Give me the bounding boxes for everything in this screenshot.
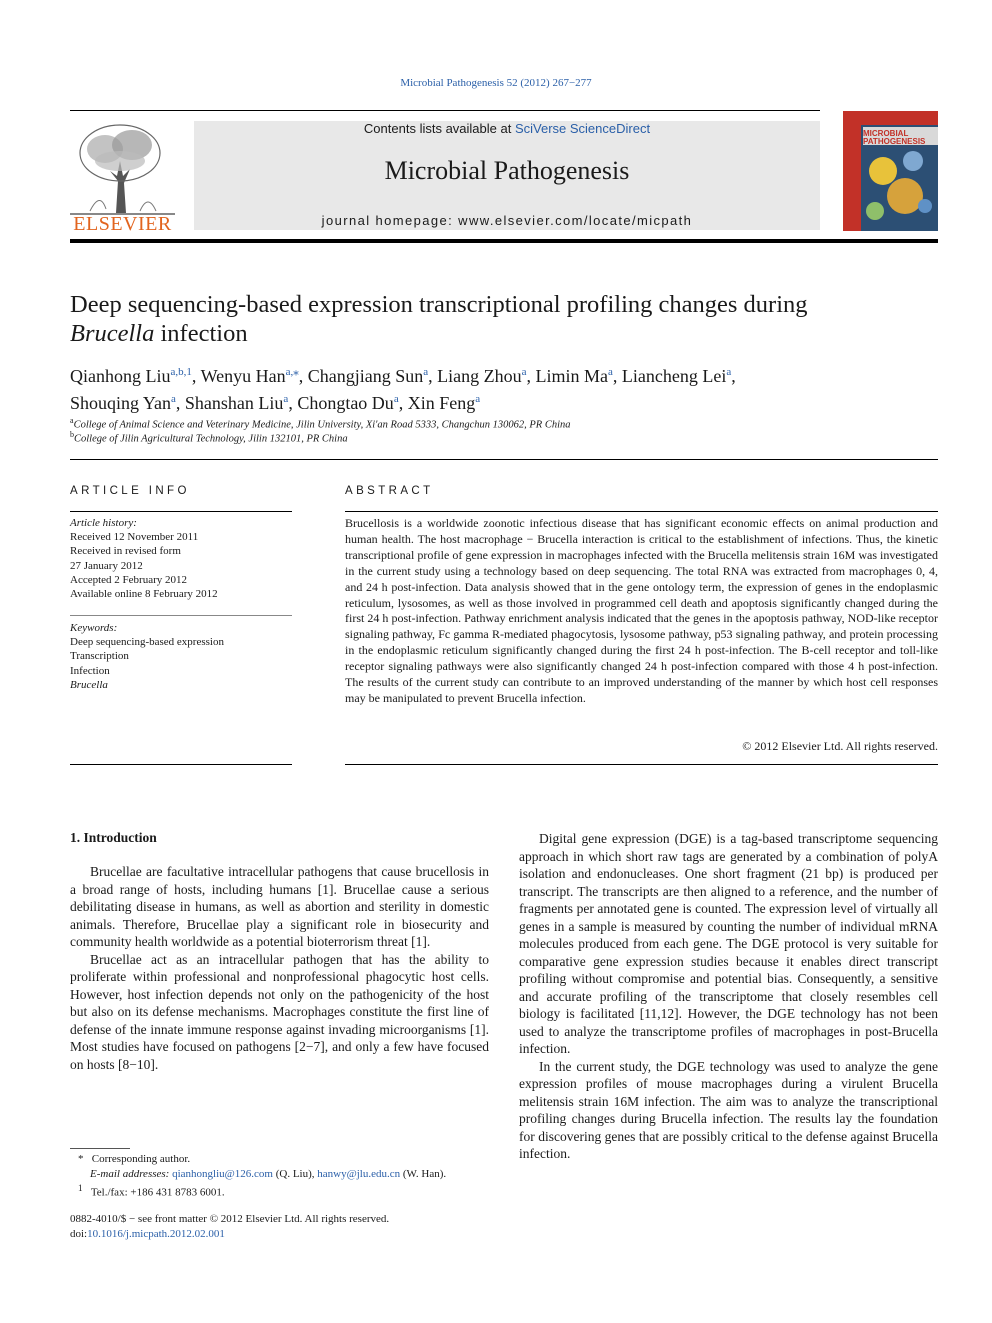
section-heading-introduction: 1. Introduction [70, 830, 157, 845]
author-list [70, 361, 930, 415]
author-affiliation-marker[interactable]: a [171, 393, 176, 405]
abstract-rule-bottom [345, 764, 938, 765]
cover-title: MICROBIAL PATHOGENESIS [863, 129, 926, 146]
contents-prefix: Contents lists available at [363, 121, 515, 136]
body-right-column [519, 830, 938, 1163]
journal-homepage[interactable]: journal homepage: www.elsevier.com/locate/micpath [321, 213, 693, 228]
journal-cover[interactable] [843, 111, 938, 231]
author-affiliation-marker[interactable]: a [423, 366, 429, 378]
paragraph: In the current study, the DGE technology was used to analyze the gene expression profiles of mouse macrophages during a virulent Brucella melitensis strain 16M infection. The aim was to analyze the transcriptional profiling changes during Brucella infection. The results lay the foundation for discovering genes that are possibly critical to the defense against Brucella infection. [519, 1058, 938, 1161]
email-note: E-mail addresses: qianhongliu@126.com (Q. Liu), hanwy@jlu.edu.cn (W. Han). [90, 1167, 447, 1180]
abstract-text: Brucellosis is a worldwide zoonotic infectious disease that has significant economic effects on animal production and human health. The host macrophage − Brucella interaction is critical to the establishment of infections. Thus, the kinetic transcriptional profile of gene expression in macrophages infected with the Brucella melitensis strain 16M was investigated in the current study using a technology based on deep sequencing. The total RNA was extracted from macrophages 0, 4, and 24 h post-infection. Data analysis showed that in the gene ontology term, the expression of genes in the endoplasmic reticulum, lysosomes, as well as those involved in programmed cell death and apoptosis significantly changed during the first 24 h post-infection. Pathway enrichment analysis indicated that the genes in the apoptosis pathway, NOD-like receptor signaling pathway, Fc gamma R-mediated phagocytosis, lysosome pathway, p53 signaling pathway, and protein processing in the endoplasmic reticulum significantly changed during the first 24 h post-infection. The B-cell receptor and toll-like receptor signaling pathways were also significantly changed 24 h post-infection compared with those 4 h post-infection. The results of the current study can contribute to an improved understanding of the manner by which host cell responses may be manipulated to prevent Brucella infection. [345, 516, 938, 705]
history-label: Article history: [70, 517, 137, 529]
journal-name: Microbial Pathogenesis [384, 156, 630, 185]
paragraph: Digital gene expression (DGE) is a tag-based transcriptome sequencing approach in which short raw tags are generated by a combination of polyA isolation and endonucleases. One short fragment (21 bp) is produced per transcript. The transcripts are then aligned to a reference, and the number of fragments per annotated gene is counted. The expression level of virtually all genes in a sample is measured by counting the number of individual mRNA molecules produced from each gene. The DGE protocol is very suitable for comparative gene expression studies because it enables direct transcript profiling without compromise and potential bias. Consequently, a sensitive and accurate profiling of the transcriptome that closely resembles cell biology is facilitated [11,12]. However, the DGE technology has not been used to analyze the transcriptome profiles of macrophages in post-Brucella infection. [519, 831, 938, 1056]
author-affiliation-marker[interactable]: a,b,1 [170, 366, 192, 378]
author-affiliation-marker[interactable]: a [608, 366, 613, 378]
abstract-copyright: © 2012 Elsevier Ltd. All rights reserved. [742, 739, 938, 753]
author-separator: , [298, 366, 308, 386]
article-title [70, 290, 930, 348]
body-left-column [70, 863, 489, 1073]
author-separator: , [288, 393, 298, 413]
history-revised-date: 27 January 2012 [70, 559, 143, 572]
info-rule-2 [70, 615, 292, 616]
keyword: Brucella [70, 678, 108, 691]
author-affiliation-marker[interactable]: a [726, 366, 732, 378]
article-info-heading: ARTICLE INFO [70, 485, 190, 497]
contents-line [194, 121, 820, 136]
author-separator: , [612, 366, 622, 386]
author-separator: , [398, 393, 408, 413]
authors-line2 [70, 388, 930, 415]
author-separator: , [191, 366, 201, 386]
author-separator: , [428, 366, 438, 386]
author-affiliation-marker[interactable]: a [393, 393, 399, 405]
author-name[interactable]: Changjiang Sun [307, 366, 424, 386]
author-name[interactable]: Liancheng Lei [621, 366, 727, 386]
corresponding-note: * Corresponding author. [78, 1153, 191, 1165]
author-name[interactable]: Limin Ma [535, 366, 609, 386]
keyword: Infection [70, 664, 110, 677]
email-link-liu[interactable]: qianhongliu@126.com [172, 1167, 273, 1180]
author-name[interactable]: Qianhong Liu [70, 366, 171, 386]
author-affiliation-marker[interactable]: a [521, 366, 527, 378]
author-affiliation-marker[interactable]: a,⁎ [285, 366, 299, 378]
doi-line: doi:10.1016/j.micpath.2012.02.001 [70, 1227, 225, 1240]
author-affiliation-marker[interactable]: a [475, 393, 481, 405]
author-name[interactable]: Shouqing Yan [70, 393, 172, 413]
history-accepted: Accepted 2 February 2012 [70, 573, 187, 586]
title-line1: Deep sequencing-based expression transcriptional profiling changes during [70, 291, 808, 318]
tel-note: $^1$ Tel./fax: +186 431 8783 6001. [78, 1183, 225, 1199]
history-received: Received 12 November 2011 [70, 531, 199, 544]
elsevier-logo [70, 121, 175, 234]
front-matter [70, 1212, 500, 1241]
article-history [70, 516, 292, 601]
author-name[interactable]: Shanshan Liu [184, 393, 284, 413]
author-affiliation-marker[interactable]: a [283, 393, 289, 405]
email-link-han[interactable]: hanwy@jlu.edu.cn [317, 1167, 401, 1180]
info-rule-1 [70, 511, 292, 512]
author-separator: , [731, 366, 736, 386]
info-rule-3 [70, 764, 292, 765]
asterisk-icon: * [78, 1153, 92, 1165]
issn-line: 0882-4010/$ − see front matter © 2012 Elsevier Ltd. All rights reserved. [70, 1213, 390, 1225]
author-separator: , [175, 393, 185, 413]
keyword: Transcription [70, 650, 129, 663]
paragraph: Brucellae are facultative intracellular pathogens that cause brucellosis in a broad range of hosts, including humans [1]. Brucellae cause a serious debilitating disease in humans, as well as abortion and sterility in domestic animals. Therefore, Brucellae play a significant role in biosecurity and community health worldwide as a potential bioterrorism threat [1]. [70, 864, 489, 949]
title-line2: infection [154, 320, 248, 347]
keyword: Deep sequencing-based expression [70, 636, 224, 649]
header-top-rule [70, 110, 820, 111]
footnotes [78, 1152, 498, 1200]
publisher-name: ELSEVIER [73, 213, 172, 235]
history-online: Available online 8 February 2012 [70, 588, 218, 601]
affiliation-rule [70, 459, 938, 460]
doi-link[interactable]: 10.1016/j.micpath.2012.02.001 [87, 1227, 225, 1240]
author-separator: , [526, 366, 536, 386]
keywords [70, 621, 292, 692]
title-italic: Brucella [70, 320, 155, 347]
sciencedirect-link[interactable]: SciVerse ScienceDirect [514, 121, 651, 136]
abstract-rule-top [345, 511, 938, 512]
author-name[interactable]: Wenyu Han [200, 366, 286, 386]
keywords-label: Keywords: [70, 622, 118, 634]
author-name[interactable]: Xin Feng [407, 393, 476, 413]
header-bottom-rule [70, 239, 938, 243]
footnote-rule [70, 1148, 130, 1149]
abstract-heading: ABSTRACT [345, 485, 434, 497]
paragraph: Brucellae act as an intracellular pathogen that has the ability to proliferate within professional and nonprofessional phagocytic host cells. However, host infection depends not only on the pathogenicity of the host but also on its defense mechanisms. Macrophages constitute the first line of defense of the innate immune response against invading microorganisms [1]. Most studies have focused on pathogens [2−7], and only a few have focused on hosts [8−10]. [70, 951, 489, 1072]
affiliation-b: $^b$College of Jilin Agricultural Technology, Jilin 132101, PR China [70, 430, 348, 445]
affiliation-a: $^a$College of Animal Science and Veterinary Medicine, Jilin University, Xi'an Road 5333, Changchun 130062, PR China [70, 416, 571, 431]
journal-citation[interactable]: Microbial Pathogenesis 52 (2012) 267−277 [400, 77, 592, 89]
authors-line1 [70, 361, 930, 388]
author-name[interactable]: Chongtao Du [297, 393, 394, 413]
author-name[interactable]: Liang Zhou [437, 366, 522, 386]
history-revised-label: Received in revised form [70, 545, 181, 558]
